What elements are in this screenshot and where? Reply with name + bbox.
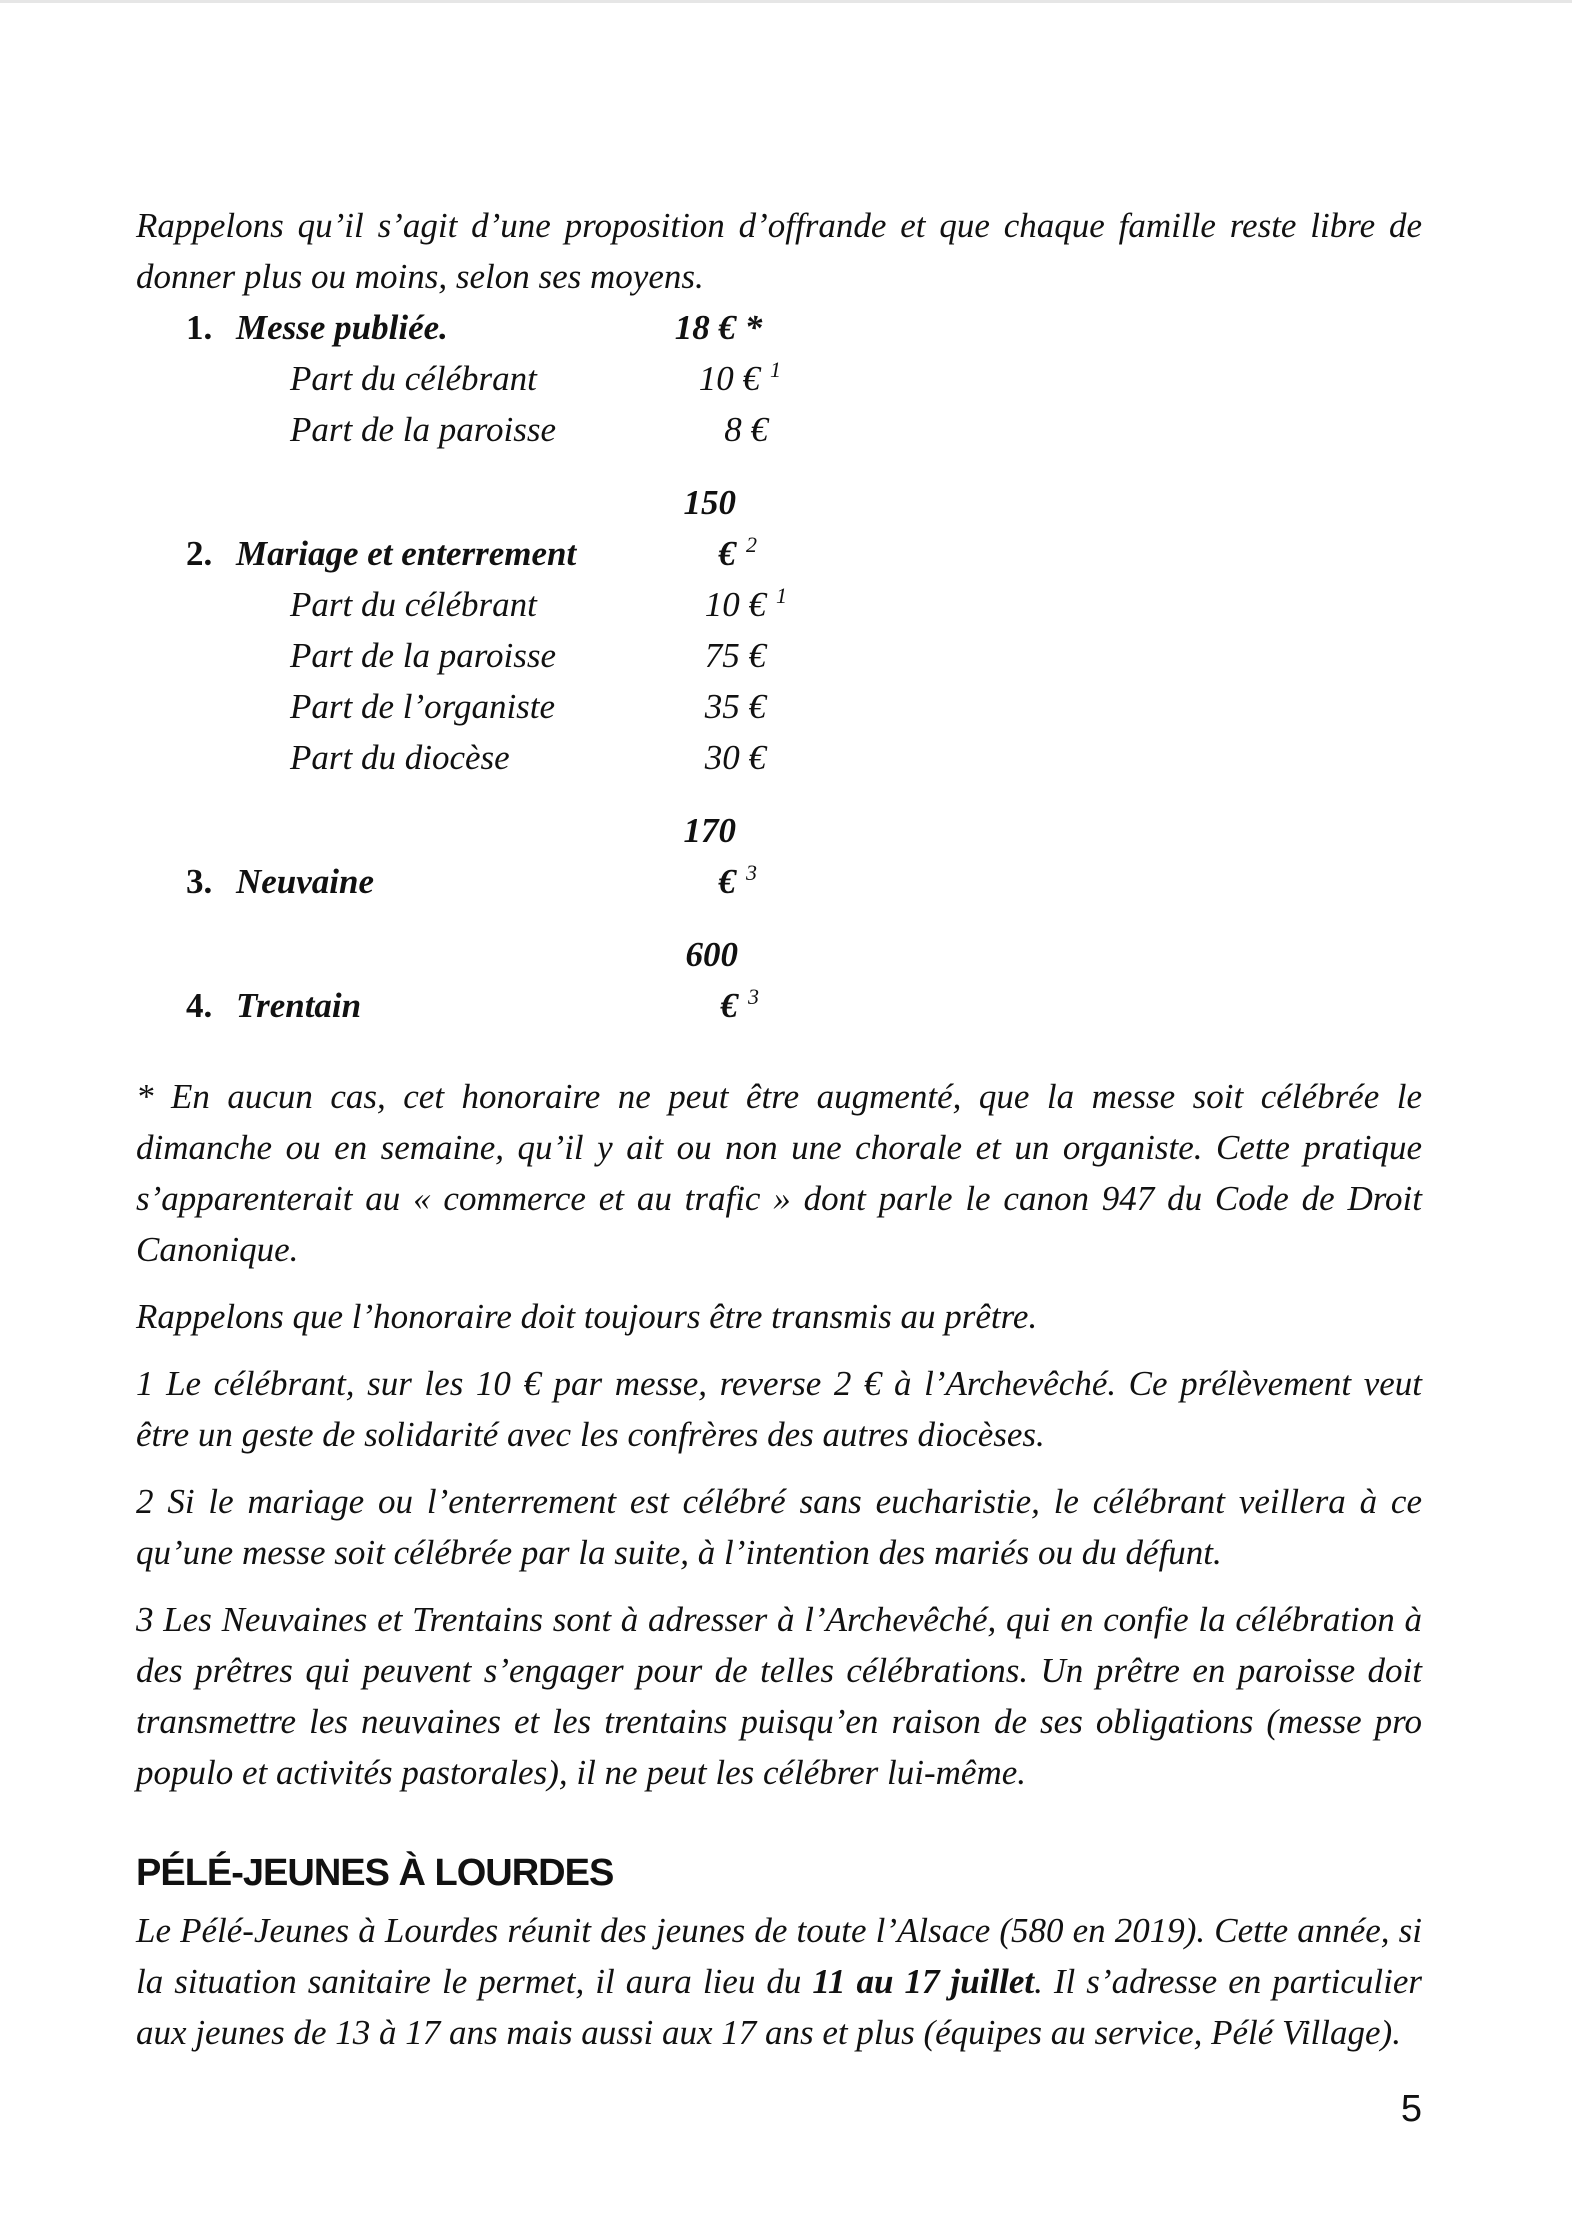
offering-part — [136, 404, 1422, 455]
part-label: Part du diocèse — [290, 738, 510, 777]
part-label: Part de la paroisse — [290, 636, 557, 675]
asterisk-note: * En aucun cas, cet honoraire ne peut être augmenté, que la messe soit célébrée le dimanche ou en semaine, qu’il y ait ou non une chorale et un organiste. Cette pratique s’apparenterait au « commerce et au trafic » dont parle le canon 947 du Code de Droit Canonique. — [136, 1077, 1422, 1269]
offering-mark: * — [744, 308, 763, 347]
offering-item — [136, 805, 1422, 907]
section-paragraph: Le Pélé-Jeunes à Lourdes réunit des jeunes de toute l’Alsace (580 en 2019). Cette année, si la situation sanitaire le permet, il aura lieu du 11 au 17 juillet. Il s’adresse en particulier aux jeunes de 13 à 17 ans mais aussi aux 17 ans et plus (équipes au service, Pélé Village). — [136, 1911, 1422, 2052]
offering-name: Trentain — [236, 986, 362, 1025]
footnote-ref: 2 — [746, 532, 757, 558]
offering-amount: 170 € $^3$ — [683, 811, 757, 901]
offering-item — [136, 477, 1422, 579]
event-dates: 11 au 17 juillet — [812, 1962, 1035, 2001]
offering-name: Messe publiée. — [236, 308, 448, 347]
page-number: 5 — [1400, 2088, 1422, 2130]
offering-part — [136, 681, 1422, 732]
offering-part — [136, 732, 1422, 783]
offering-item — [136, 929, 1422, 1031]
part-label: Part du célébrant — [290, 585, 537, 624]
offering-amount: 150 € $^2$ — [683, 483, 757, 573]
part-amount: 30 € — [704, 738, 766, 777]
footnote-1: 1 Le célébrant, sur les 10 € par messe, reverse 2 € à l’Archevêché. Ce prélèvement veut être un geste de solidarité avec les confrères des autres diocèses. — [136, 1364, 1422, 1454]
offering-number: 1. — [186, 308, 213, 347]
part-amount: 35 € — [704, 687, 766, 726]
part-label: Part de la paroisse — [290, 410, 557, 449]
footnote-3: 3 Les Neuvaines et Trentains sont à adresser à l’Archevêché, qui en confie la célébration à des prêtres qui peuvent s’engager pour de telles célébrations. Un prêtre en paroisse doit transmettre les neuvaines et les trentains puisqu’en raison de ses obligations (messe pro populo et activités pastorales), il ne peut les célébrer lui-même. — [136, 1600, 1422, 1792]
offering-name: Neuvaine — [236, 862, 375, 901]
offering-item — [136, 302, 1422, 353]
offering-part — [136, 579, 1422, 630]
part-amount: 10 € $^1$ — [704, 583, 787, 624]
reminder-note: Rappelons que l’honoraire doit toujours être transmis au prêtre. — [136, 1297, 1038, 1336]
footnote-ref: 1 — [776, 583, 787, 609]
offering-part — [136, 353, 1422, 404]
footnote-2: 2 Si le mariage ou l’enterrement est célébré sans eucharistie, le célébrant veillera à ce qu’une messe soit célébrée par la suite, à l’intention des mariés ou du défunt. — [136, 1482, 1422, 1572]
page-top-border — [0, 0, 1572, 3]
offering-part — [136, 630, 1422, 681]
part-label: Part du célébrant — [290, 359, 537, 398]
part-label: Part de l’organiste — [290, 687, 556, 726]
part-amount: 8 € — [724, 410, 768, 449]
offering-number: 2. — [186, 534, 213, 573]
offering-number: 3. — [186, 862, 213, 901]
offering-name: Mariage et enterrement — [236, 534, 577, 573]
document-page — [136, 200, 1422, 2058]
section-heading: PÉLÉ-JEUNES À LOURDES — [136, 1852, 614, 1894]
footnote-ref: 1 — [770, 357, 781, 383]
offering-number: 4. — [186, 986, 213, 1025]
offering-amount: 18 € * — [674, 308, 763, 347]
footnote-ref: 3 — [748, 984, 759, 1010]
offering-amount: 600 € $^3$ — [685, 935, 759, 1025]
part-amount: 75 € — [704, 636, 766, 675]
part-amount: 10 € $^1$ — [698, 357, 781, 398]
intro-paragraph: Rappelons qu’il s’agit d’une proposition d’offrande et que chaque famille reste libre de donner plus ou moins, selon ses moyens. — [136, 206, 1422, 296]
footnote-ref: 3 — [746, 860, 757, 886]
